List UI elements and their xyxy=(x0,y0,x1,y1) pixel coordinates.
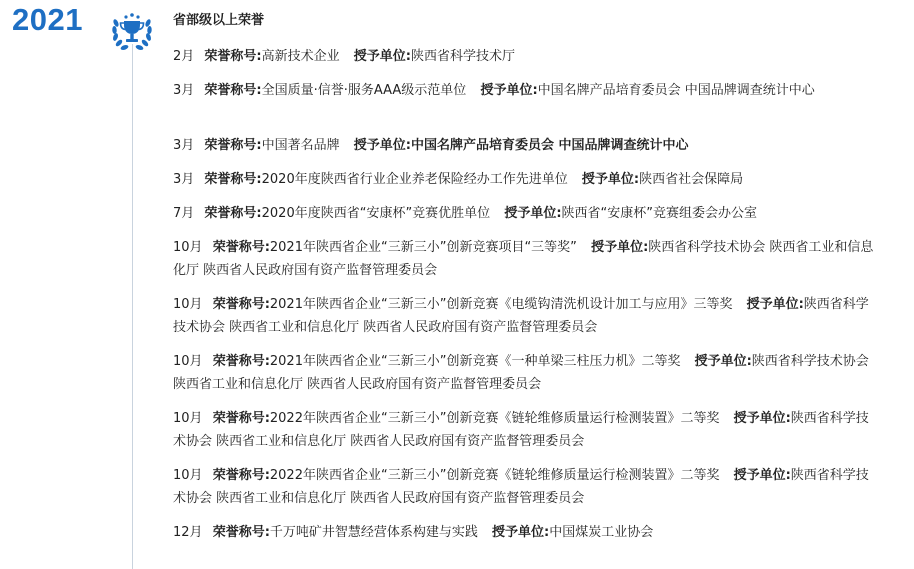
honor-title: 千万吨矿井智慧经营体系构建与实践 xyxy=(269,525,478,540)
title-label: 荣誉称号: xyxy=(204,172,262,187)
honor-entry xyxy=(173,236,879,282)
entry-month: 10月 xyxy=(173,297,203,312)
title-label: 荣誉称号: xyxy=(212,297,270,312)
honor-issuer: 陕西省科学技术协会 陕西省工业和信息化厅 陕西省人民政府国有资产监督管理委员会 xyxy=(173,297,869,335)
entry-month: 12月 xyxy=(173,525,203,540)
entry-month: 2月 xyxy=(173,49,195,64)
honor-entry xyxy=(173,407,879,453)
honor-issuer: 陕西省科学技术协会 陕西省工业和信息化厅 陕西省人民政府国有资产监督管理委员会 xyxy=(173,240,874,278)
honor-title: 2022年陕西省企业“三新三小”创新竞赛《链轮维修质量运行检测装置》二等奖 xyxy=(269,411,720,426)
title-label: 荣誉称号: xyxy=(204,138,262,153)
issuer-label: 授予单位: xyxy=(733,411,791,426)
entry-month: 3月 xyxy=(173,138,195,153)
issuer-label: 授予单位: xyxy=(480,83,538,98)
honor-entry xyxy=(173,464,879,510)
honor-title: 中国著名品牌 xyxy=(261,138,340,153)
honor-title: 高新技术企业 xyxy=(261,49,340,64)
honor-issuer: 陕西省社会保障局 xyxy=(639,172,744,187)
honor-entry xyxy=(173,45,879,68)
honor-issuer: 中国煤炭工业协会 xyxy=(549,525,654,540)
honor-issuer: 陕西省科学技术厅 xyxy=(410,49,515,64)
entry-month: 10月 xyxy=(173,468,203,483)
honor-title: 2021年陕西省企业“三新三小”创新竞赛《电缆钩清洗机设计加工与应用》三等奖 xyxy=(269,297,733,312)
honor-entry xyxy=(173,168,879,191)
title-label: 荣誉称号: xyxy=(212,468,270,483)
timeline-line xyxy=(132,44,133,569)
title-label: 荣誉称号: xyxy=(212,411,270,426)
entry-month: 10月 xyxy=(173,411,203,426)
honor-issuer: 陕西省“安康杯”竞赛组委会办公室 xyxy=(561,206,758,221)
honor-title: 全国质量·信誉·服务AAA级示范单位 xyxy=(261,83,467,98)
entry-month: 3月 xyxy=(173,172,195,187)
title-label: 荣誉称号: xyxy=(204,206,262,221)
issuer-label: 授予单位: xyxy=(504,206,562,221)
trophy-icon xyxy=(109,9,155,55)
section-heading: 省部级以上荣誉 xyxy=(173,13,265,28)
entry-month: 3月 xyxy=(173,83,195,98)
title-label: 荣誉称号: xyxy=(212,354,270,369)
honor-entry xyxy=(173,521,879,544)
honor-entry xyxy=(173,202,879,225)
honor-title: 2021年陕西省企业“三新三小”创新竞赛项目“三等奖” xyxy=(269,240,577,255)
honor-issuer: 陕西省科学技术协会 陕西省工业和信息化厅 陕西省人民政府国有资产监督管理委员会 xyxy=(173,411,869,449)
honor-entry xyxy=(173,79,879,102)
issuer-label: 授予单位: xyxy=(581,172,640,187)
honor-issuer: 陕西省科学技术协会 陕西省工业和信息化厅 陕西省人民政府国有资产监督管理委员会 xyxy=(173,354,869,392)
honor-entry xyxy=(173,293,879,339)
title-label: 荣誉称号: xyxy=(204,49,262,64)
honor-title: 2022年陕西省企业“三新三小”创新竞赛《链轮维修质量运行检测装置》二等奖 xyxy=(269,468,720,483)
honors-list xyxy=(173,11,879,555)
title-label: 荣誉称号: xyxy=(204,83,262,98)
issuer-label: 授予单位: xyxy=(746,297,804,312)
honor-title: 2021年陕西省企业“三新三小”创新竞赛《一种单梁三柱压力机》二等奖 xyxy=(269,354,681,369)
honor-issuer: 陕西省科学技术协会 陕西省工业和信息化厅 陕西省人民政府国有资产监督管理委员会 xyxy=(173,468,869,506)
title-label: 荣誉称号: xyxy=(212,240,270,255)
issuer-label: 授予单位: xyxy=(492,525,550,540)
issuer-label: 授予单位: xyxy=(591,240,649,255)
honor-issuer: 中国名牌产品培育委员会 中国品牌调查统计中心 xyxy=(410,138,689,153)
entry-month: 7月 xyxy=(173,206,195,221)
issuer-label: 授予单位: xyxy=(733,468,791,483)
issuer-label: 授予单位: xyxy=(694,354,752,369)
honor-entry xyxy=(173,134,879,157)
honor-entry xyxy=(173,350,879,396)
honor-issuer: 中国名牌产品培育委员会 中国品牌调查统计中心 xyxy=(537,83,815,98)
entry-month: 10月 xyxy=(173,354,203,369)
issuer-label: 授予单位: xyxy=(353,138,411,153)
title-label: 荣誉称号: xyxy=(212,525,270,540)
entry-month: 10月 xyxy=(173,240,203,255)
honor-title: 2020年度陕西省行业企业养老保险经办工作先进单位 xyxy=(261,172,568,187)
honor-title: 2020年度陕西省“安康杯”竞赛优胜单位 xyxy=(261,206,491,221)
year-label: 2021 xyxy=(12,2,83,37)
issuer-label: 授予单位: xyxy=(353,49,411,64)
